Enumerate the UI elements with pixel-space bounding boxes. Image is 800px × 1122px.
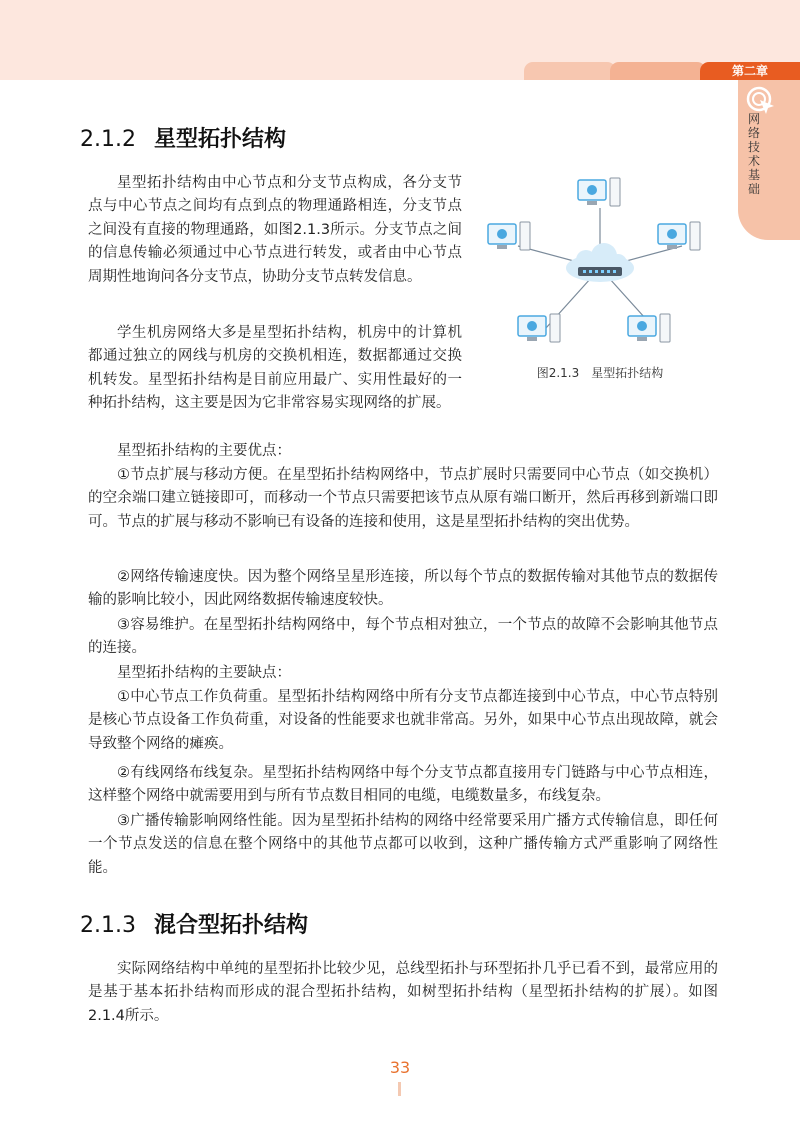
figure-caption: 图2.1.3 星型拓扑结构 xyxy=(536,366,664,380)
paragraph: ②网络传输速度快。因为整个网络呈星形连接，所以每个节点的数据传输对其他节点的数据传输的影响比较小，因此网络数据传输速度较快。 xyxy=(88,569,718,609)
chapter-label: 第二章 xyxy=(700,62,800,80)
side-title: 网络技术基础 xyxy=(748,112,761,196)
paragraph: 学生机房网络大多是星型拓扑结构，机房中的计算机都通过独立的网线与机房的交换机相连，数据都通过交换机转发。星型拓扑结构是目前应用最广、实用性最好的一种拓扑结构，这主要是因为它非常容易实现网络的扩展。 xyxy=(88,325,462,412)
paragraph: ①节点扩展与移动方便。在星型拓扑结构网络中，节点扩展时只需要同中心节点（如交换机）的空余端口建立链接即可，而移动一个节点只需要把该节点从原有端口断开，然后再移到新端口即可。节点的扩展与移动不影响已有设备的连接和使用，这是星型拓扑结构的突出优势。 xyxy=(88,467,718,530)
page-number: 33 xyxy=(389,1058,411,1077)
section-heading xyxy=(80,908,308,939)
header-tab-decoration xyxy=(524,62,616,80)
section-title: 星型拓扑结构 xyxy=(153,127,286,152)
section-title: 混合型拓扑结构 xyxy=(153,913,308,938)
paragraph: 星型拓扑结构由中心节点和分支节点构成，各分支节点与中心节点之间均有点到点的物理通路相连，分支节点之间没有直接的物理通路，如图2.1.3所示。分支节点之间的信息传输必须通过中心节点进行转发，或者由中心节点周期性地询问各分支节点，协助分支节点转发信息。 xyxy=(88,175,462,285)
section-heading xyxy=(80,122,286,153)
header-tab-decoration xyxy=(610,62,706,80)
section-number: 2.1.3 xyxy=(80,913,136,938)
star-topology-figure xyxy=(478,168,722,388)
page-tick-decoration xyxy=(398,1082,401,1096)
computer-icon xyxy=(578,178,620,206)
computer-icon xyxy=(488,222,530,250)
computer-icon xyxy=(628,314,670,342)
section-number: 2.1.2 xyxy=(80,127,136,152)
computer-icon xyxy=(658,222,700,250)
paragraph: ①中心节点工作负荷重。星型拓扑结构网络中所有分支节点都连接到中心节点，中心节点特别是核心节点设备工作负荷重，对设备的性能要求也就非常高。另外，如果中心节点出现故障，就会导致整个网络的瘫痪。 xyxy=(88,689,718,752)
star-topology-diagram xyxy=(478,168,722,358)
paragraph: 星型拓扑结构的主要缺点： xyxy=(117,665,291,681)
paragraph: 星型拓扑结构的主要优点： xyxy=(117,443,291,459)
paragraph: ②有线网络布线复杂。星型拓扑结构网络中每个分支节点都直接用专门链路与中心节点相连，这样整个网络中就需要用到与所有节点数目相同的电缆，电缆数量多，布线复杂。 xyxy=(88,765,718,805)
paragraph: ③容易维护。在星型拓扑结构网络中，每个节点相对独立，一个节点的故障不会影响其他节点的连接。 xyxy=(88,617,718,657)
cloud-switch-icon xyxy=(566,243,634,282)
paragraph: ③广播传输影响网络性能。因为星型拓扑结构的网络中经常要采用广播方式传输信息，即任何一个节点发送的信息在整个网络中的其他节点都可以收到，这种广播传输方式严重影响了网络性能。 xyxy=(88,813,718,876)
computer-icon xyxy=(518,314,560,342)
paragraph: 实际网络结构中单纯的星型拓扑比较少见，总线型拓扑与环型拓扑几乎已看不到，最常应用的是基于基本拓扑结构而形成的混合型拓扑结构，如树型拓扑结构（星型拓扑结构的扩展）。如图2.1.4所示。 xyxy=(88,961,718,1024)
